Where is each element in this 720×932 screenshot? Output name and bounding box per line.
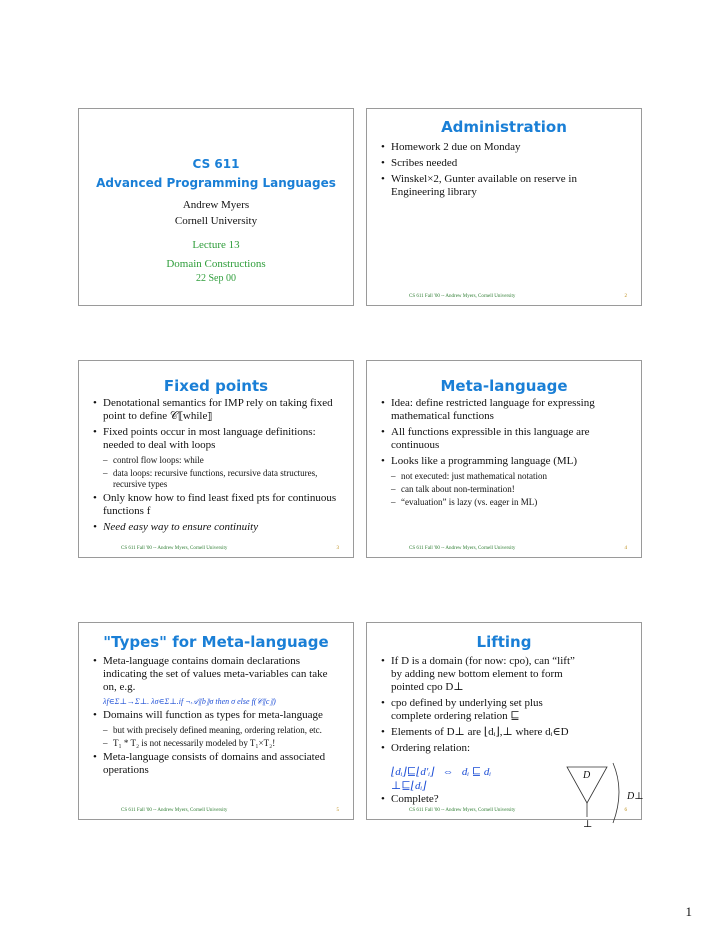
sub-bullet: – control flow loops: while xyxy=(93,455,343,466)
sub-bullet: – T₁ * T₂ is not necessarily modeled by T₁×T₂! xyxy=(93,738,343,749)
course-title: Advanced Programming Languages xyxy=(96,176,336,190)
bullet: • Elements of D⊥ are ⌊dᵢ⌋,⊥ where dᵢ∈D xyxy=(381,726,581,739)
slide-number: 5 xyxy=(336,808,339,813)
bullet: • If D is a domain (for now: cpo), can “lift” by adding new bottom element to form pointed cpo D⊥ xyxy=(381,655,581,694)
bullet: • Ordering relation: xyxy=(381,742,581,755)
course-code: CS 611 xyxy=(192,157,240,171)
domain-label: D xyxy=(583,770,591,781)
footer-text: CS 611 Fall '00 -- Andrew Myers, Cornell University xyxy=(121,546,228,551)
page-number: 1 xyxy=(685,904,692,919)
slide-footer xyxy=(409,808,627,813)
footer-text: CS 611 Fall '00 -- Andrew Myers, Cornell University xyxy=(409,294,516,299)
slide-6 xyxy=(366,622,644,830)
slide-number: 4 xyxy=(624,546,627,551)
sub-bullet: – “evaluation” is lazy (vs. eager in ML) xyxy=(381,497,631,508)
bullet: • Looks like a programming language (ML) xyxy=(381,455,631,468)
bullet: • Homework 2 due on Monday xyxy=(381,141,631,154)
sub-bullet: – but with precisely defined meaning, ordering relation, etc. xyxy=(93,725,343,736)
slide-number: 3 xyxy=(336,546,339,551)
slide-2 xyxy=(366,108,642,306)
slide-title: Administration xyxy=(441,118,567,136)
slide-1 xyxy=(78,108,354,306)
bullet: • Meta-language consists of domains and associated operations xyxy=(93,751,343,777)
university: Cornell University xyxy=(174,215,258,227)
bullet: • All functions expressible in this language are continuous xyxy=(381,426,631,452)
slide-title: "Types" for Meta-language xyxy=(103,633,329,651)
bullet: • Denotational semantics for IMP rely on taking fixed point to define 𝒞⟦while⟧ xyxy=(93,397,343,423)
footer-text: CS 611 Fall '00 -- Andrew Myers, Cornell University xyxy=(409,808,516,813)
lecture-number: Lecture 13 xyxy=(192,239,240,251)
bullet: • Complete? xyxy=(381,793,581,806)
slide-title: Lifting xyxy=(476,633,532,651)
bullet: • Idea: define restricted language for expressing mathematical functions xyxy=(381,397,631,423)
author: Andrew Myers xyxy=(182,199,250,211)
bottom-label: ⊥ xyxy=(583,819,593,830)
slide-3 xyxy=(78,360,354,558)
lecture-date: 22 Sep 00 xyxy=(196,273,236,284)
bullet: • Fixed points occur in most language definitions: needed to deal with loops xyxy=(93,426,343,452)
lifted-domain-label: D⊥ xyxy=(627,791,644,802)
bottom-relation: ⊥⊑⌊dᵢ⌋ xyxy=(391,780,427,792)
bullet: • Winskel×2, Gunter available on reserve in Engineering library xyxy=(381,173,631,199)
slide-footer xyxy=(409,294,627,299)
lecture-topic: Domain Constructions xyxy=(166,258,266,270)
bullet: • Scribes needed xyxy=(381,157,631,170)
slide-number: 2 xyxy=(624,294,627,299)
slide-footer xyxy=(121,808,339,813)
bullet: • Meta-language contains domain declarations indicating the set of values meta-variables can take on, e.g. xyxy=(93,655,343,694)
bullet: • cpo defined by underlying set plus complete ordering relation ⊑ xyxy=(381,697,581,723)
ordering-relation: ⌊dᵢ⌋⊑⌊d′ᵢ⌋ ⇔ dᵢ ⊑ dᵢ xyxy=(391,766,492,778)
slide-footer xyxy=(409,546,627,551)
slide-number: 6 xyxy=(624,808,627,813)
lifting-diagram xyxy=(559,761,629,831)
slide-title: Fixed points xyxy=(163,377,269,395)
bullet: • Domains will function as types for meta-language xyxy=(93,709,343,722)
slide-5 xyxy=(78,622,354,820)
code-example: λf∈Σ⊥→Σ⊥. λσ∈Σ⊥.if ¬𝒜⟦b⟧σ then σ else f(𝒞⟦c⟧) xyxy=(103,697,276,706)
bullet: • Only know how to find least fixed pts for continuous functions f xyxy=(93,492,343,518)
bracket xyxy=(613,763,619,823)
sub-bullet: – can talk about non-termination! xyxy=(381,484,631,495)
slide-4 xyxy=(366,360,642,558)
slide-footer xyxy=(121,546,339,551)
footer-text: CS 611 Fall '00 -- Andrew Myers, Cornell University xyxy=(121,808,228,813)
slide-title: Meta-language xyxy=(440,377,568,395)
bullet: • Need easy way to ensure continuity xyxy=(93,521,343,534)
sub-bullet: – not executed: just mathematical notation xyxy=(381,471,631,482)
sub-bullet: – data loops: recursive functions, recursive data structures, recursive types xyxy=(93,468,343,490)
footer-text: CS 611 Fall '00 -- Andrew Myers, Cornell University xyxy=(409,546,516,551)
